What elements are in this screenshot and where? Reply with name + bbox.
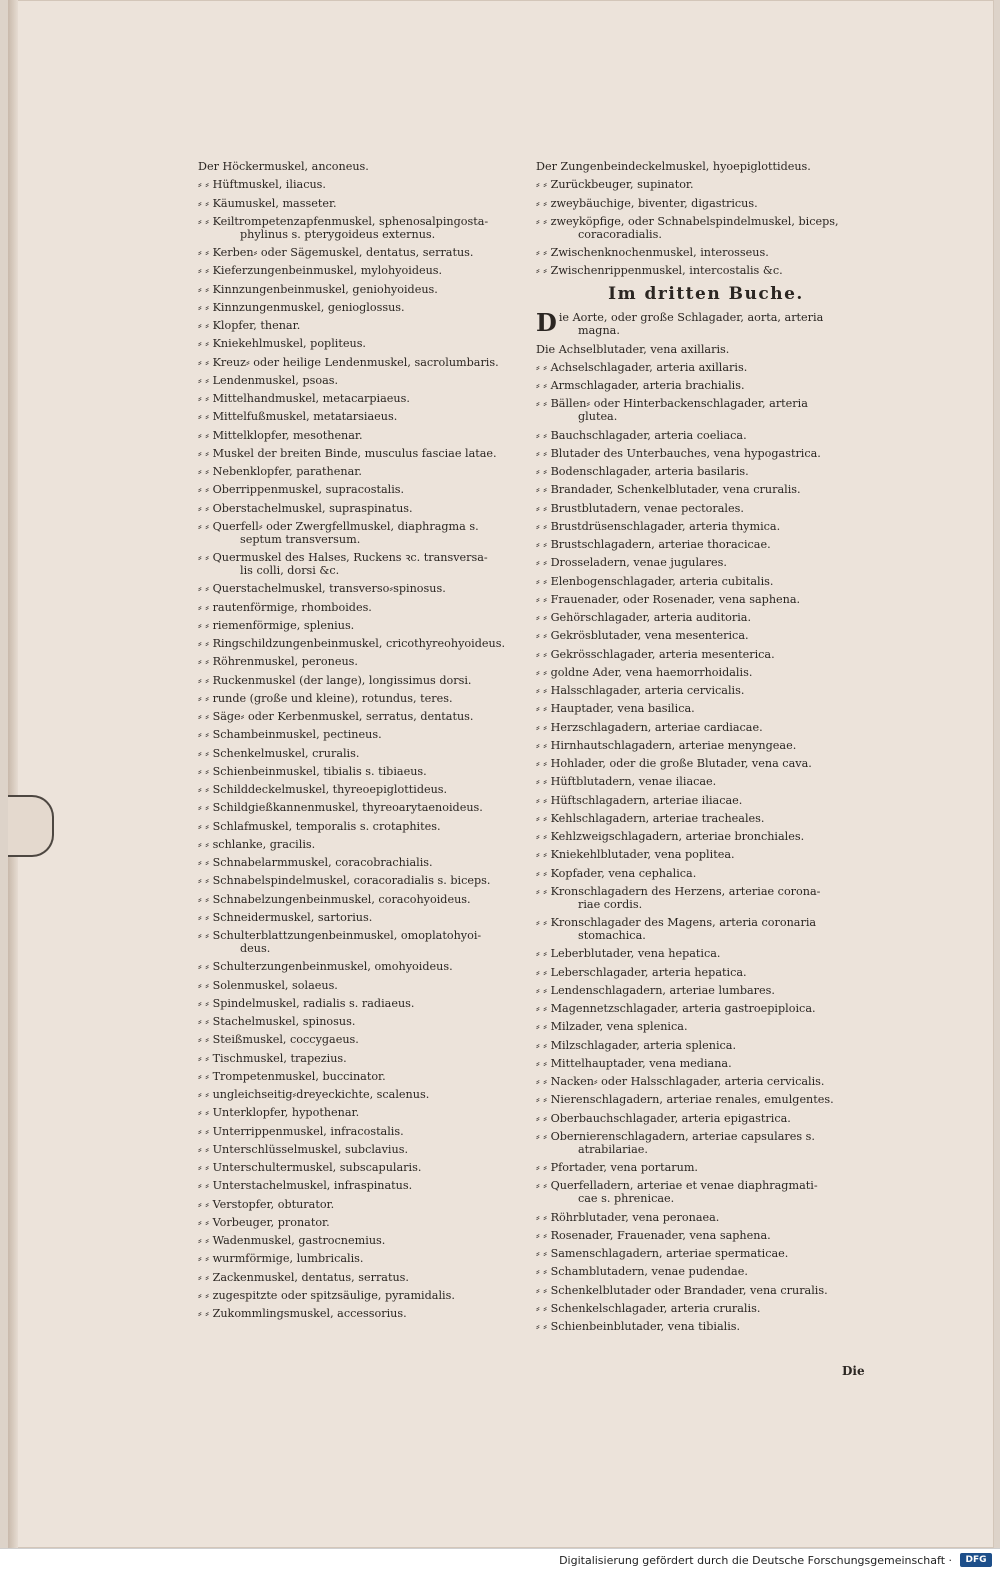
entry-text: ⸗ ⸗ Ringschildzungenbeinmuskel, cricothyreohyoideus.	[198, 637, 506, 650]
index-entry	[536, 429, 876, 442]
entry-text: ⸗ ⸗ zugespitzte oder spitzsäulige, pyramidalis.	[198, 1288, 455, 1302]
index-entry	[536, 593, 876, 606]
index-entry	[536, 483, 876, 496]
entry-text: ⸗ ⸗ Hauptader, vena basilica.	[536, 702, 695, 716]
index-entry	[536, 1320, 876, 1333]
index-entry	[536, 246, 876, 259]
entry-text: ⸗ ⸗ Unterrippenmuskel, infracostalis.	[198, 1124, 404, 1138]
entry-text: ⸗ ⸗ Kerben⸗ oder Sägemuskel, dentatus, serratus.	[198, 246, 474, 259]
entry-text: ⸗ ⸗ ungleichseitig⸗dreyeckichte, scalenus.	[198, 1088, 430, 1101]
entry-text: ⸗ ⸗ Brustdrüsenschlagader, arteria thymica.	[536, 519, 781, 533]
entry-text: ⸗ ⸗ Frauenader, oder Rosenader, vena saphena.	[536, 592, 801, 606]
index-entry	[198, 392, 538, 405]
entry-text: ⸗ ⸗ Kopfader, vena cephalica.	[536, 866, 697, 880]
index-entry	[198, 710, 538, 723]
index-entry	[198, 356, 538, 369]
entry-text: ⸗ ⸗ Schienbeinblutader, vena tibialis.	[536, 1320, 741, 1333]
index-entry	[198, 692, 538, 705]
entry-text: ⸗ ⸗ Bauchschlagader, arteria coeliaca.	[536, 428, 747, 442]
index-entry	[536, 1247, 876, 1260]
entry-text: ⸗ ⸗ Steißmuskel, coccygaeus.	[198, 1033, 359, 1047]
index-entry	[536, 502, 876, 515]
entry-text: ⸗ ⸗ Unterschultermuskel, subscapularis.	[198, 1161, 422, 1174]
entry-text: ⸗ ⸗ Verstopfer, obturator.	[198, 1197, 335, 1211]
index-entry	[536, 520, 876, 533]
entry-text: ⸗ ⸗ Schenkelmuskel, cruralis.	[198, 746, 360, 760]
entry-text: ⸗ ⸗ Schildgießkannenmuskel, thyreoarytaenoideus.	[198, 801, 483, 815]
page-tab-marker	[8, 795, 54, 857]
entry-text: ⸗ ⸗ Schenkelblutader oder Brandader, vena cruralis.	[536, 1283, 828, 1297]
entry-text: ⸗ ⸗ Zackenmuskel, dentatus, serratus.	[198, 1270, 409, 1284]
index-entry	[198, 1198, 538, 1211]
entry-text: Die Achselblutader, vena axillaris.	[536, 342, 730, 356]
entry-text: ⸗ ⸗ Mittelfußmuskel, metatarsiaeus.	[198, 410, 398, 424]
index-entry	[536, 812, 876, 825]
index-entry	[536, 538, 876, 551]
entry-text: ⸗ ⸗ runde (große und kleine), rotundus, teres.	[198, 691, 453, 705]
entry-text: ⸗ ⸗ Obernierenschlagadern, arteriae capsulares s.	[536, 1129, 815, 1143]
funding-notice: Digitalisierung gefördert durch die Deutsche Forschungsgemeinschaft ·	[559, 1554, 952, 1567]
entry-text: ⸗ ⸗ Blutader des Unterbauches, vena hypogastrica.	[536, 446, 821, 460]
index-entry	[198, 856, 538, 869]
index-entry	[536, 1302, 876, 1315]
index-entry	[198, 820, 538, 833]
entry-text: ⸗ ⸗ Lendenmuskel, psoas.	[198, 373, 339, 387]
index-entry	[198, 1289, 538, 1302]
entry-text: ⸗ ⸗ zweybäuchige, biventer, digastricus.	[536, 196, 758, 210]
index-entry	[536, 1039, 876, 1052]
entry-text: ⸗ ⸗ Tischmuskel, trapezius.	[198, 1051, 347, 1065]
entry-text: ⸗ ⸗ Bällen⸗ oder Hinterbackenschlagader, arteria	[536, 397, 808, 411]
index-entry	[536, 397, 876, 423]
index-entry	[536, 465, 876, 478]
entry-text: ⸗ ⸗ Hüftschlagadern, arteriae iliacae.	[536, 793, 743, 807]
entry-text: ⸗ ⸗ Nebenklopfer, parathenar.	[198, 465, 362, 478]
index-entry	[536, 1020, 876, 1033]
index-entry	[198, 911, 538, 924]
index-entry	[198, 601, 538, 614]
index-entry	[536, 1130, 876, 1156]
entry-text: ⸗ ⸗ Brandader, Schenkelblutader, vena cruralis.	[536, 483, 801, 497]
entry-text: ⸗ ⸗ Schnabelspindelmuskel, coracoradialis s. biceps.	[198, 874, 491, 888]
index-entry	[198, 215, 538, 241]
index-entry	[198, 520, 538, 546]
catchword: Die	[842, 1364, 865, 1378]
index-entry	[198, 178, 538, 191]
entry-text: ⸗ ⸗ schlanke, gracilis.	[198, 837, 316, 851]
entry-text: ⸗ ⸗ Schnabelarmmuskel, coracobrachialis.	[198, 856, 433, 869]
entry-text: ⸗ ⸗ goldne Ader, vena haemorrhoidalis.	[536, 665, 753, 679]
entry-text: ⸗ ⸗ Hüftmuskel, iliacus.	[198, 178, 326, 192]
entry-text: ⸗ ⸗ riemenförmige, splenius.	[198, 618, 355, 632]
index-entry	[198, 1271, 538, 1284]
drop-capital: D	[536, 311, 557, 338]
entry-text: ⸗ ⸗ Kehlschlagadern, arteriae tracheales.	[536, 811, 765, 825]
index-entry	[198, 1234, 538, 1247]
entry-continuation: magna.	[578, 324, 620, 338]
index-entry	[198, 1052, 538, 1065]
entry-text: ⸗ ⸗ Unterklopfer, hypothenar.	[198, 1106, 360, 1120]
index-entry	[198, 929, 538, 955]
left-column	[198, 160, 538, 1325]
entry-text: ⸗ ⸗ Milzschlagader, arteria splenica.	[536, 1038, 737, 1052]
index-entry	[198, 283, 538, 296]
entry-text: ⸗ ⸗ Schlafmuskel, temporalis s. crotaphites.	[198, 819, 441, 833]
entry-text: ⸗ ⸗ Unterstachelmuskel, infraspinatus.	[198, 1179, 413, 1193]
entry-continuation: stomachica.	[578, 929, 646, 942]
entry-text: ⸗ ⸗ Querfelladern, arteriae et venae diaphragmati-	[536, 1179, 818, 1193]
index-entry	[536, 343, 876, 356]
entry-text: ⸗ ⸗ Schenkelschlagader, arteria cruralis.	[536, 1301, 761, 1315]
entry-text: ⸗ ⸗ Herzschlagadern, arteriae cardiacae.	[536, 720, 763, 734]
entry-text: ⸗ ⸗ Lendenschlagadern, arteriae lumbares.	[536, 983, 775, 997]
index-entry	[536, 848, 876, 861]
entry-text: ⸗ ⸗ Schamblutadern, venae pudendae.	[536, 1265, 748, 1279]
entry-continuation: cae s. phrenicae.	[578, 1192, 675, 1206]
entry-text: ⸗ ⸗ Magennetzschlagader, arteria gastroepiploica.	[536, 1002, 816, 1015]
index-entry	[198, 483, 538, 496]
index-entry	[536, 984, 876, 997]
index-entry	[536, 830, 876, 843]
index-entry	[536, 1057, 876, 1070]
entry-text: ⸗ ⸗ zweyköpfige, oder Schnabelspindelmuskel, biceps,	[536, 214, 839, 228]
book-page	[8, 0, 994, 1548]
index-entry	[536, 160, 876, 173]
index-entry	[536, 575, 876, 588]
entry-continuation: lis colli, dorsi &c.	[240, 564, 340, 577]
entry-text: ⸗ ⸗ Zukommlingsmuskel, accessorius.	[198, 1307, 407, 1320]
index-entry	[536, 215, 876, 241]
entry-continuation: deus.	[240, 942, 271, 955]
entry-text: ⸗ ⸗ Kehlzweigschlagadern, arteriae bronchiales.	[536, 830, 805, 843]
entry-text: ⸗ ⸗ Kniekehlblutader, vena poplitea.	[536, 848, 735, 862]
entry-text: ⸗ ⸗ Säge⸗ oder Kerbenmuskel, serratus, dentatus.	[198, 710, 474, 723]
index-entry	[198, 582, 538, 595]
index-entry	[198, 264, 538, 277]
index-entry	[198, 1216, 538, 1229]
entry-text: ⸗ ⸗ Hirnhautschlagadern, arteriae menyngeae.	[536, 738, 797, 752]
index-entry	[198, 1070, 538, 1083]
index-entry	[198, 1143, 538, 1156]
entry-text: ⸗ ⸗ Kinnzungenmuskel, genioglossus.	[198, 300, 405, 314]
index-entry	[198, 160, 538, 173]
entry-text: ⸗ ⸗ Kronschlagadern des Herzens, arteriae corona-	[536, 884, 821, 898]
index-entry	[198, 801, 538, 814]
index-entry	[198, 429, 538, 442]
index-entry	[536, 629, 876, 642]
entry-text: ⸗ ⸗ Wadenmuskel, gastrocnemius.	[198, 1234, 386, 1247]
entry-text: Der Zungenbeindeckelmuskel, hyoepiglottideus.	[536, 160, 811, 173]
entry-text: ⸗ ⸗ Achselschlagader, arteria axillaris.	[536, 360, 748, 374]
index-entry	[198, 301, 538, 314]
right-column	[536, 160, 876, 1338]
entry-text: ⸗ ⸗ Zurückbeuger, supinator.	[536, 178, 694, 192]
footer-bar	[0, 1548, 1000, 1572]
index-entry	[536, 1284, 876, 1297]
index-entry	[198, 1033, 538, 1046]
index-entry	[198, 465, 538, 478]
entry-text: ⸗ ⸗ Gekrösblutader, vena mesenterica.	[536, 629, 749, 643]
index-entry	[536, 916, 876, 942]
index-entry	[536, 1112, 876, 1125]
index-entry	[536, 178, 876, 191]
entry-text: ⸗ ⸗ Kinnzungenbeinmuskel, geniohyoideus.	[198, 282, 438, 296]
index-entry	[198, 747, 538, 760]
entry-text: ⸗ ⸗ Zwischenrippenmuskel, intercostalis &c.	[536, 264, 783, 278]
index-entry	[198, 410, 538, 423]
index-entry	[536, 648, 876, 661]
entry-text: ⸗ ⸗ Leberblutader, vena hepatica.	[536, 947, 721, 961]
dropcap-entry	[536, 311, 876, 337]
entry-continuation: coracoradialis.	[578, 227, 662, 241]
index-entry	[198, 655, 538, 668]
entry-text: ⸗ ⸗ Mittelklopfer, mesothenar.	[198, 428, 363, 442]
entry-continuation: glutea.	[578, 410, 618, 424]
index-entry	[536, 361, 876, 374]
entry-text: ⸗ ⸗ Gehörschlagader, arteria auditoria.	[536, 611, 751, 624]
index-entry	[536, 1229, 876, 1242]
entry-text: ⸗ ⸗ Schulterzungenbeinmuskel, omohyoideus.	[198, 960, 453, 974]
entry-text: ⸗ ⸗ Käumuskel, masseter.	[198, 196, 337, 210]
entry-text: ⸗ ⸗ Muskel der breiten Binde, musculus fasciae latae.	[198, 446, 497, 460]
index-entry	[198, 1179, 538, 1192]
index-entry	[198, 893, 538, 906]
entry-text: ⸗ ⸗ Röhrenmuskel, peroneus.	[198, 655, 358, 669]
index-entry	[536, 885, 876, 911]
entry-text: ⸗ ⸗ wurmförmige, lumbricalis.	[198, 1252, 364, 1266]
entry-text: ⸗ ⸗ Querfell⸗ oder Zwergfellmuskel, diaphragma s.	[198, 519, 479, 533]
index-entry	[198, 874, 538, 887]
index-entry	[198, 197, 538, 210]
entry-text: ⸗ ⸗ Kronschlagader des Magens, arteria coronaria	[536, 916, 817, 929]
section-heading: Im dritten Buche.	[608, 284, 804, 305]
entry-text: ⸗ ⸗ rautenförmige, rhomboides.	[198, 600, 372, 614]
entry-continuation: atrabilariae.	[578, 1142, 648, 1156]
index-entry	[198, 997, 538, 1010]
entry-text: ⸗ ⸗ Kniekehlmuskel, popliteus.	[198, 337, 366, 351]
index-entry	[536, 1161, 876, 1174]
index-entry	[536, 684, 876, 697]
entry-text: ⸗ ⸗ Klopfer, thenar.	[198, 319, 301, 332]
index-entry	[198, 979, 538, 992]
entry-text: ⸗ ⸗ Milzader, vena splenica.	[536, 1020, 688, 1034]
index-entry	[536, 775, 876, 788]
entry-text: ⸗ ⸗ Nierenschlagadern, arteriae renales, emulgentes.	[536, 1093, 834, 1107]
entry-text: ⸗ ⸗ Oberstachelmuskel, supraspinatus.	[198, 501, 413, 515]
index-entry	[198, 551, 538, 577]
index-entry	[536, 1211, 876, 1224]
entry-text: ⸗ ⸗ Unterschlüsselmuskel, subclavius.	[198, 1142, 409, 1156]
index-entry	[198, 1015, 538, 1028]
entry-text: ⸗ ⸗ Stachelmuskel, spinosus.	[198, 1015, 356, 1028]
index-entry	[198, 674, 538, 687]
entry-text: ⸗ ⸗ Brustschlagadern, arteriae thoracicae.	[536, 538, 771, 551]
entry-text: ⸗ ⸗ Schulterblattzungenbeinmuskel, omoplatohyoi-	[198, 929, 482, 942]
entry-text: ⸗ ⸗ Drosseladern, venae jugulares.	[536, 556, 727, 570]
index-entry	[536, 556, 876, 569]
index-entry	[536, 1075, 876, 1088]
entry-text: ⸗ ⸗ Oberrippenmuskel, supracostalis.	[198, 483, 405, 497]
entry-text: ⸗ ⸗ Spindelmuskel, radialis s. radiaeus.	[198, 996, 415, 1010]
entry-text: ⸗ ⸗ Samenschlagadern, arteriae spermaticae.	[536, 1247, 789, 1260]
entry-text: ⸗ ⸗ Trompetenmuskel, buccinator.	[198, 1069, 386, 1083]
entry-text: ⸗ ⸗ Querstachelmuskel, transverso⸗spinosus.	[198, 582, 446, 596]
entry-continuation: septum transversum.	[240, 532, 361, 546]
index-entry	[536, 197, 876, 210]
index-entry	[536, 947, 876, 960]
entry-text: ⸗ ⸗ Schambeinmuskel, pectineus.	[198, 728, 382, 742]
entry-text: ⸗ ⸗ Zwischenknochenmuskel, interosseus.	[536, 246, 769, 259]
index-entry	[198, 1088, 538, 1101]
entry-text: ⸗ ⸗ Mittelhandmuskel, metacarpiaeus.	[198, 392, 410, 405]
index-entry	[198, 783, 538, 796]
entry-text: ie Aorte, oder große Schlagader, aorta, arteria	[558, 311, 824, 325]
entry-text: ⸗ ⸗ Kreuz⸗ oder heilige Lendenmuskel, sacrolumbaris.	[198, 355, 499, 369]
entry-text: ⸗ ⸗ Schienbeinmuskel, tibialis s. tibiaeus.	[198, 764, 427, 778]
entry-text: ⸗ ⸗ Hohlader, oder die große Blutader, vena cava.	[536, 757, 812, 770]
index-entry	[198, 637, 538, 650]
entry-text: ⸗ ⸗ Vorbeuger, pronator.	[198, 1215, 330, 1229]
index-entry	[198, 838, 538, 851]
index-entry	[198, 502, 538, 515]
entry-continuation: phylinus s. pterygoideus externus.	[240, 227, 436, 241]
index-entry	[536, 447, 876, 460]
index-entry	[198, 1307, 538, 1320]
entry-text: ⸗ ⸗ Ruckenmuskel (der lange), longissimus dorsi.	[198, 673, 472, 687]
index-entry	[536, 1002, 876, 1015]
entry-text: ⸗ ⸗ Pfortader, vena portarum.	[536, 1161, 698, 1174]
index-entry	[536, 739, 876, 752]
entry-text: ⸗ ⸗ Halsschlagader, arteria cervicalis.	[536, 684, 745, 697]
entry-text: Der Höckermuskel, anconeus.	[198, 160, 369, 173]
entry-text: ⸗ ⸗ Schneidermuskel, sartorius.	[198, 910, 373, 924]
entry-text: ⸗ ⸗ Oberbauchschlagader, arteria epigastrica.	[536, 1111, 791, 1125]
entry-text: ⸗ ⸗ Schilddeckelmuskel, thyreoepiglottideus.	[198, 783, 448, 796]
entry-text: ⸗ ⸗ Nacken⸗ oder Halsschlagader, arteria cervicalis.	[536, 1075, 825, 1088]
entry-text: ⸗ ⸗ Armschlagader, arteria brachialis.	[536, 379, 745, 392]
index-entry	[536, 702, 876, 715]
entry-text: ⸗ ⸗ Mittelhauptader, vena mediana.	[536, 1056, 732, 1070]
index-entry	[198, 1252, 538, 1265]
entry-text: ⸗ ⸗ Bodenschlagader, arteria basilaris.	[536, 465, 749, 478]
index-entry	[536, 867, 876, 880]
index-entry	[536, 1093, 876, 1106]
index-entry	[536, 721, 876, 734]
entry-text: ⸗ ⸗ Gekrösschlagader, arteria mesenterica.	[536, 647, 775, 661]
right-column-entries-bottom	[536, 343, 876, 1334]
index-entry	[198, 374, 538, 387]
index-entry	[198, 447, 538, 460]
index-entry	[536, 1179, 876, 1205]
entry-text: ⸗ ⸗ Leberschlagader, arteria hepatica.	[536, 965, 747, 979]
index-entry	[536, 1265, 876, 1278]
entry-text: ⸗ ⸗ Keiltrompetenzapfenmuskel, sphenosalpingosta-	[198, 214, 489, 228]
index-entry	[536, 666, 876, 679]
index-entry	[198, 1106, 538, 1119]
index-entry	[198, 765, 538, 778]
right-column-entries-top	[536, 160, 876, 277]
entry-text: ⸗ ⸗ Quermuskel des Halses, Ruckens ꝛc. transversa-	[198, 551, 488, 564]
index-entry	[198, 337, 538, 350]
entry-text: ⸗ ⸗ Rosenader, Frauenader, vena saphena.	[536, 1228, 771, 1242]
index-entry	[536, 379, 876, 392]
entry-text: ⸗ ⸗ Elenbogenschlagader, arteria cubitalis.	[536, 574, 774, 588]
index-entry	[198, 619, 538, 632]
entry-text: ⸗ ⸗ Hüftblutadern, venae iliacae.	[536, 775, 717, 789]
index-entry	[536, 264, 876, 277]
entry-text: ⸗ ⸗ Röhrblutader, vena peronaea.	[536, 1210, 720, 1224]
index-entry	[536, 966, 876, 979]
index-entry	[198, 319, 538, 332]
entry-continuation: riae cordis.	[578, 897, 643, 911]
index-entry	[536, 794, 876, 807]
index-entry	[536, 611, 876, 624]
index-entry	[198, 960, 538, 973]
entry-text: ⸗ ⸗ Kieferzungenbeinmuskel, mylohyoideus.	[198, 264, 443, 278]
index-entry	[198, 246, 538, 259]
index-entry	[198, 1125, 538, 1138]
index-entry	[536, 757, 876, 770]
index-entry	[198, 728, 538, 741]
dfg-logo: DFG	[960, 1553, 992, 1567]
index-entry	[198, 1161, 538, 1174]
entry-text: ⸗ ⸗ Solenmuskel, solaeus.	[198, 978, 338, 992]
entry-text: ⸗ ⸗ Schnabelzungenbeinmuskel, coracohyoideus.	[198, 892, 471, 906]
entry-text: ⸗ ⸗ Brustblutadern, venae pectorales.	[536, 501, 744, 515]
